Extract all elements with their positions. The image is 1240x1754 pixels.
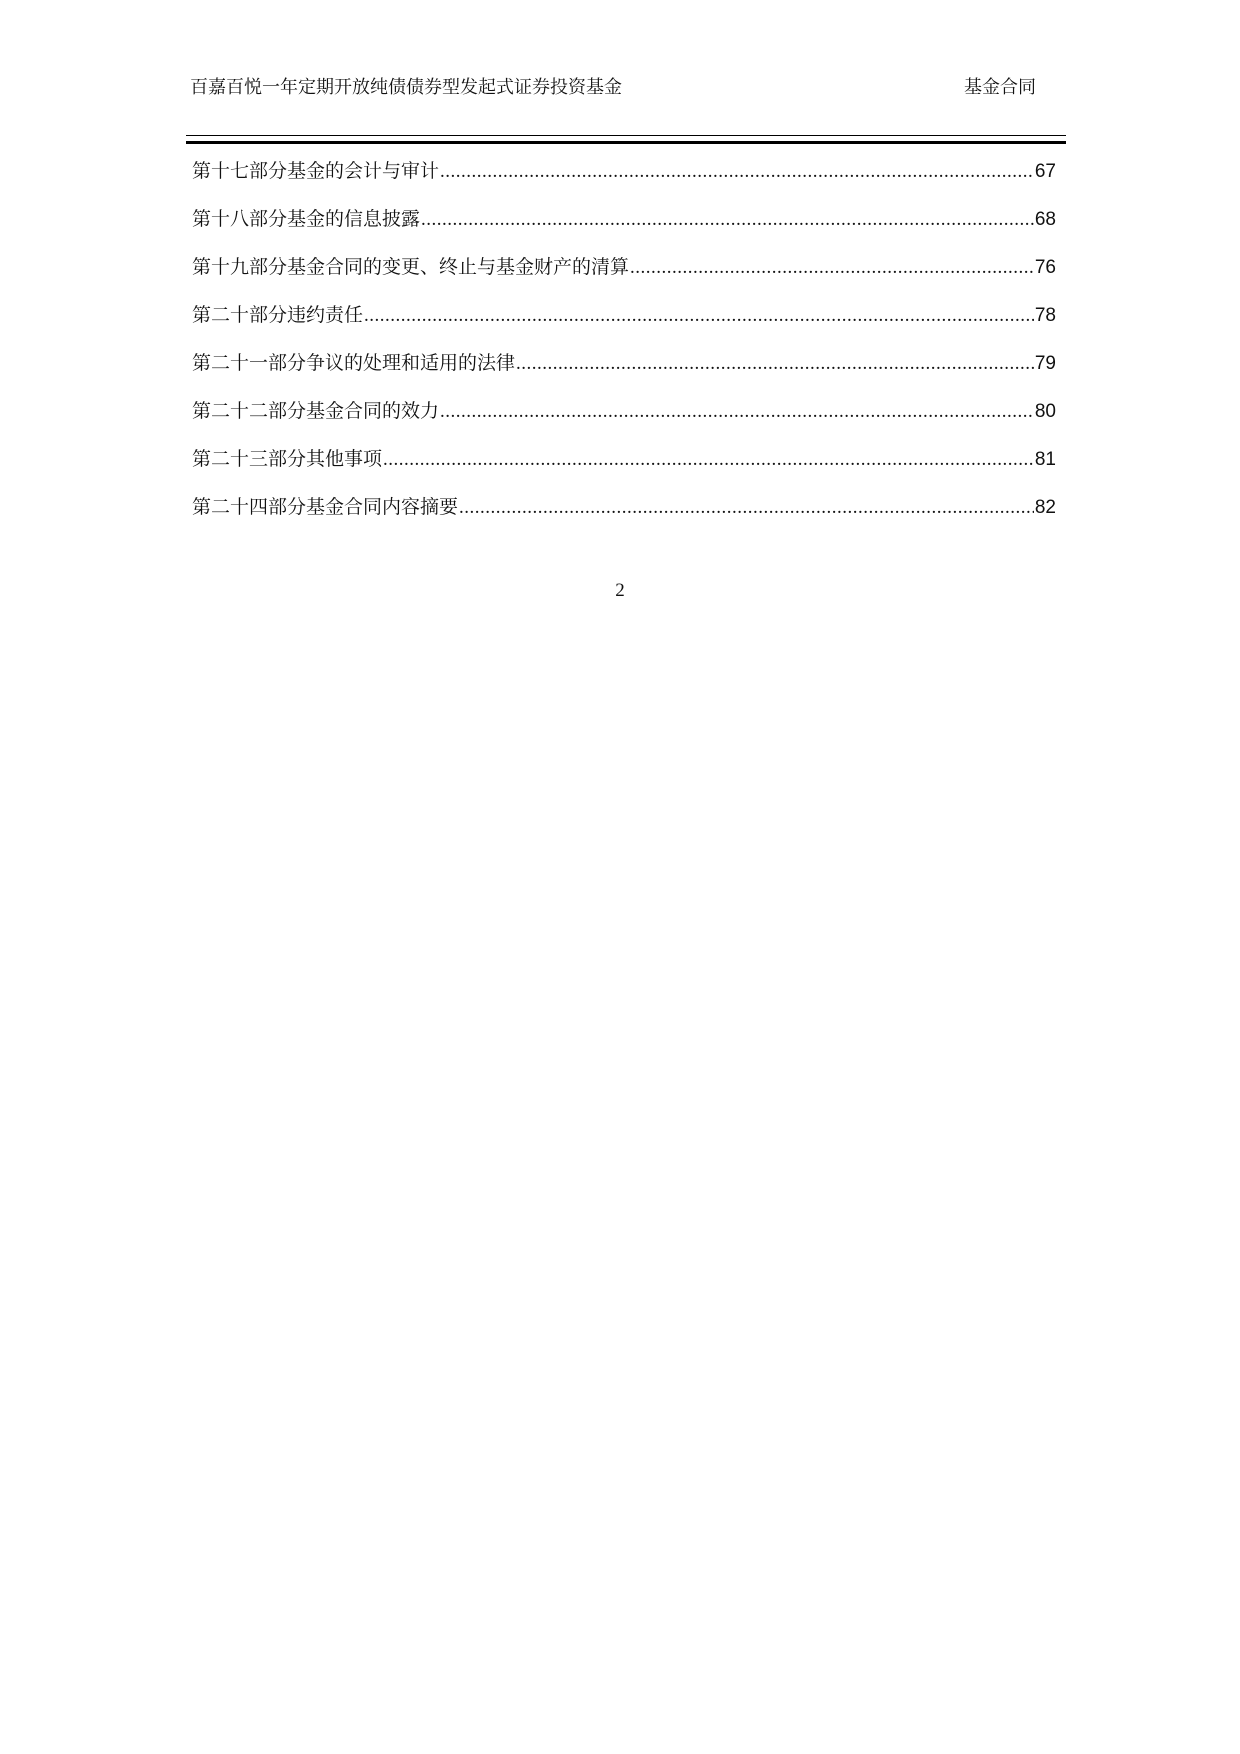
toc-entry-page: 82 (1034, 497, 1056, 518)
toc-dot-leader (440, 392, 1034, 432)
toc-entry[interactable] (192, 343, 1056, 391)
toc-entry-title: 第二十二部分基金合同的效力 (192, 400, 440, 422)
toc-entry[interactable] (192, 439, 1056, 487)
toc-entry[interactable] (192, 295, 1056, 343)
page-header (190, 72, 1036, 104)
toc-entry-title: 第二十部分违约责任 (192, 304, 364, 326)
toc-entry-title: 第十九部分基金合同的变更、终止与基金财产的清算 (192, 256, 630, 278)
toc-entry-title: 第二十四部分基金合同内容摘要 (192, 496, 459, 518)
toc-entry[interactable] (192, 199, 1056, 247)
toc-entry-title: 第十八部分基金的信息披露 (192, 208, 421, 230)
toc-dot-leader (364, 296, 1034, 336)
toc-entry[interactable] (192, 151, 1056, 199)
header-rule-thin (186, 135, 1066, 136)
toc-entry-page: 67 (1034, 161, 1056, 182)
toc-entry-title: 第二十三部分其他事项 (192, 448, 383, 470)
toc-dot-leader (383, 440, 1034, 480)
toc-dot-leader (459, 488, 1034, 528)
document-title: 百嘉百悦一年定期开放纯债债券型发起式证券投资基金 (190, 77, 622, 98)
toc-dot-leader (516, 344, 1034, 384)
toc-entry-page: 78 (1034, 305, 1056, 326)
page-number: 2 (615, 580, 625, 601)
toc-entry-page: 81 (1034, 449, 1056, 470)
toc-entry[interactable] (192, 247, 1056, 295)
table-of-contents (192, 151, 1056, 535)
toc-entry-page: 68 (1034, 209, 1056, 230)
toc-entry-title: 第十七部分基金的会计与审计 (192, 160, 440, 182)
toc-entry-title: 第二十一部分争议的处理和适用的法律 (192, 352, 516, 374)
toc-entry-page: 80 (1034, 401, 1056, 422)
toc-entry-page: 76 (1034, 257, 1056, 278)
toc-dot-leader (630, 248, 1034, 288)
document-type: 基金合同 (964, 77, 1036, 98)
toc-dot-leader (440, 152, 1034, 192)
toc-entry[interactable] (192, 391, 1056, 439)
header-rule-thick (186, 141, 1066, 144)
toc-dot-leader (421, 200, 1034, 240)
toc-entry[interactable] (192, 487, 1056, 535)
toc-entry-page: 79 (1034, 353, 1056, 374)
